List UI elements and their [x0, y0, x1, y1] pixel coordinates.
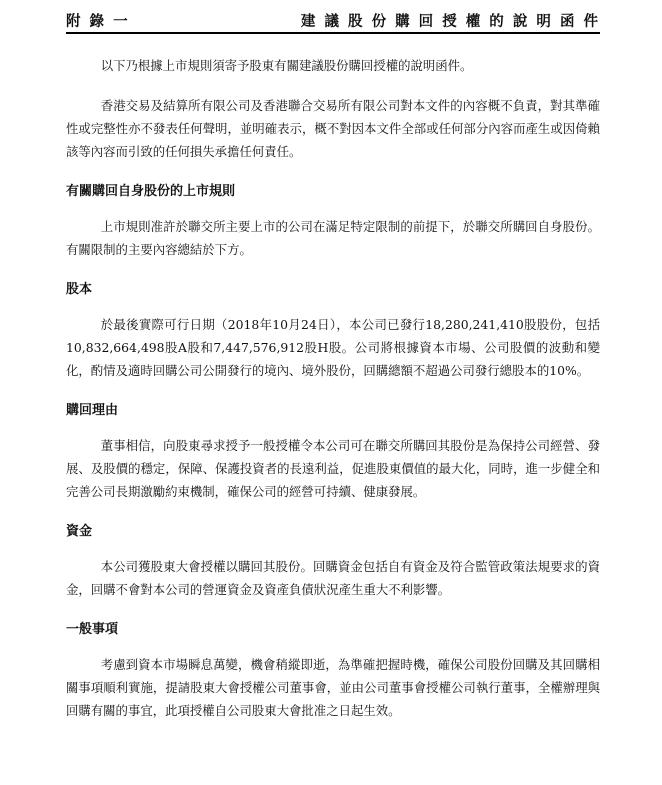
section-body-general: 考慮到資本市場瞬息萬變，機會稍縱即逝，為準確把握時機，確保公司股份回購及其回購相關事項順利實施，提請股東大會授權公司董事會，並由公司董事會授權公司執行董事，全權辦理與回購有關的事宜，此項授權自公司股東大會批准之日起生效。 — [66, 657, 600, 718]
section-heading-share-capital: 股本 — [66, 282, 93, 297]
document-title: 建 議 股 份 購 回 授 權 的 說 明 函 件 — [300, 14, 600, 30]
disclaimer-paragraph: 香港交易及結算所有限公司及香港聯合交易所有限公司對本文件的內容概不負責，對其準確性或完整性亦不發表任何聲明，並明確表示，概不對因本文件全部或任何部分內容而產生或因倚賴該等內容而引致的任何損失承擔任何責任。 — [66, 98, 600, 159]
section-heading-general: 一般事項 — [66, 622, 119, 637]
section-heading-reasons: 購回理由 — [66, 403, 119, 418]
section-body-share-capital: 於最後實際可行日期（2018年10月24日），本公司已發行18,280,241,410股股份，包括10,832,664,498股A股和7,447,576,912股H股。公司將根據資本市場、公司股價的波動和變化，酌情及適時回購公司公開發行的境內、境外股份，回購總額不超過公司發行總股本的10%。 — [66, 317, 600, 378]
section-heading-funding: 資金 — [66, 524, 93, 539]
intro-paragraph: 以下乃根據上市規則須寄予股東有關建議股份購回授權的說明函件。 — [100, 58, 473, 73]
section-heading-listing-rules: 有關購回自身股份的上市規則 — [66, 184, 236, 199]
section-body-listing-rules: 上市規則准許於聯交所主要上市的公司在滿足特定限制的前提下，於聯交所購回自身股份。有關限制的主要內容總結於下方。 — [66, 219, 600, 257]
section-body-reasons: 董事相信，向股東尋求授予一般授權令本公司可在聯交所購回其股份是為保持公司經營、發展、及股價的穩定，保障、保護投資者的長遠利益，促進股東價值的最大化，同時，進一步健全和完善公司長期激勵約束機制，確保公司的經營可持續、健康發展。 — [66, 438, 600, 499]
appendix-label: 附 錄 一 — [66, 14, 130, 30]
page-header — [66, 8, 600, 34]
document-body — [66, 36, 600, 722]
section-body-funding: 本公司獲股東大會授權以購回其股份。回購資金包括自有資金及符合監管政策法規要求的資金，回購不會對本公司的營運資金及資產負債狀況產生重大不利影響。 — [66, 559, 600, 597]
